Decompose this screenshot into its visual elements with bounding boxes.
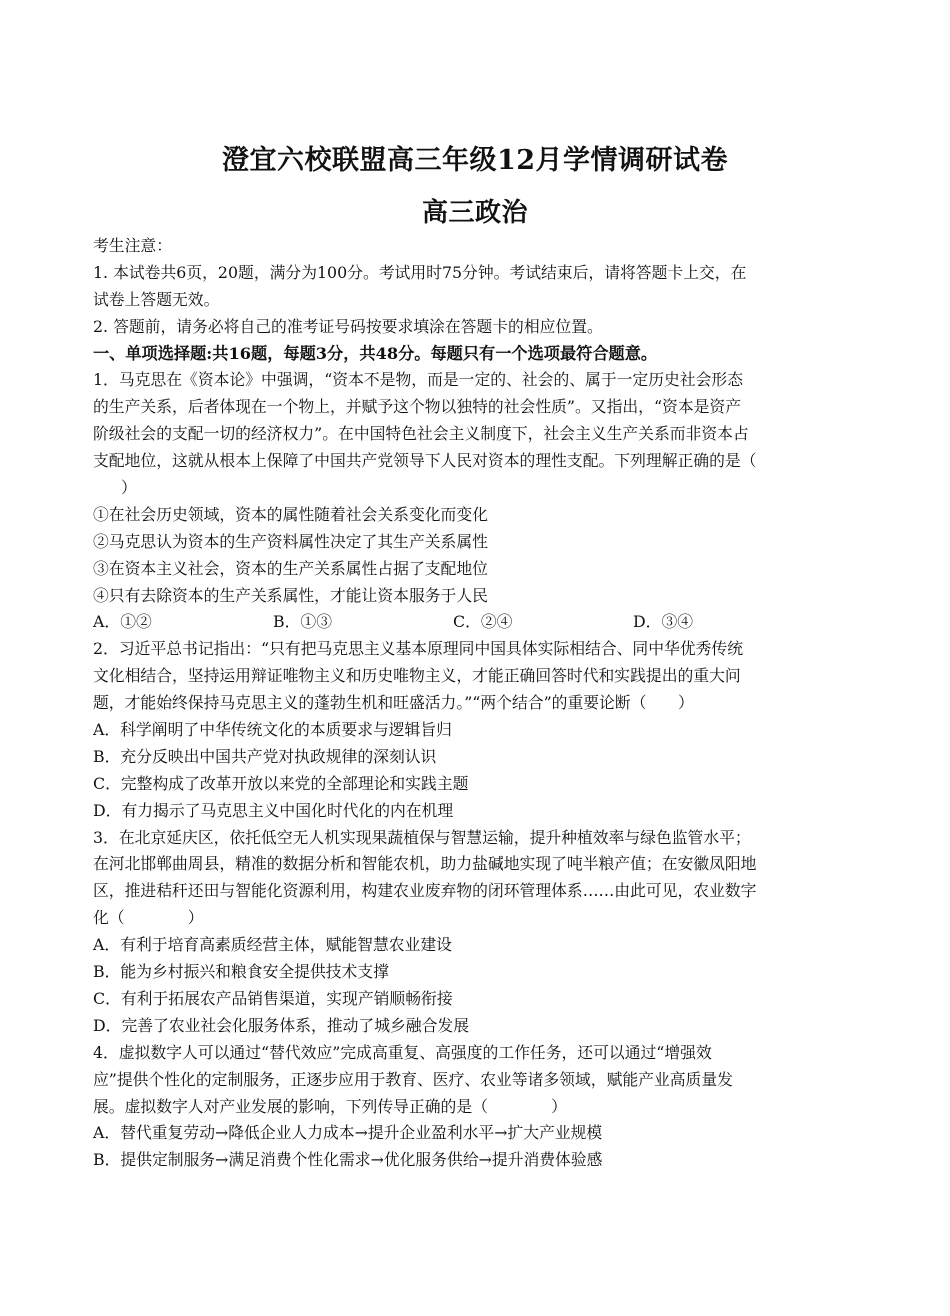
question-1 — [93, 367, 859, 636]
question-stem-line: 的生产关系，后者体现在一个物上，并赋予这个物以独特的社会性质”。又指出，“资本是资产 — [93, 397, 742, 417]
question-stem-line: 阶级社会的支配一切的经济权力”。在中国特色社会主义制度下，社会主义生产关系而非资本占 — [93, 424, 749, 444]
options-row — [93, 609, 859, 636]
option-c: C．②④ — [453, 612, 513, 632]
question-stem-line: 化（ ） — [93, 908, 204, 928]
notice-heading: 考生注意： — [93, 236, 172, 255]
notice-line: 试卷上答题无效。 — [93, 289, 220, 309]
question-stem-line: 在河北邯郸曲周县，精准的数据分析和智能农机，助力盐碱地实现了吨半粮产值；在安徽凤阳地 — [93, 854, 757, 874]
option-b: B．①③ — [273, 612, 332, 632]
question-stem-line: 文化相结合，坚持运用辩证唯物主义和历史唯物主义，才能正确回答时代和实践提出的重大问 — [93, 666, 741, 686]
notice-line: 1. 本试卷共6页，20题，满分为100分。考试用时75分钟。考试结束后，请将答题卡上交，在 — [93, 262, 747, 282]
option-d: D．有力揭示了马克思主义中国化时代化的内在机理 — [93, 800, 454, 820]
exam-content — [93, 233, 859, 1174]
statement-item: ①在社会历史领域，资本的属性随着社会关系变化而变化 — [93, 504, 488, 524]
exam-title: 澄宜六校联盟高三年级12月学情调研试卷 — [221, 145, 729, 176]
question-stem-line: 应”提供个性化的定制服务，正逐步应用于教育、医疗、农业等诸多领域，赋能产业高质量发 — [93, 1069, 733, 1089]
statement-item: ④只有去除资本的生产关系属性，才能让资本服务于人民 — [93, 585, 488, 605]
question-stem-line: 3．在北京延庆区，依托低空无人机实现果蔬植保与智慧运输，提升种植效率与绿色监管水平； — [93, 827, 751, 847]
question-3 — [93, 825, 859, 1040]
question-stem-line: 1．马克思在《资本论》中强调，“资本不是物，而是一定的、社会的、属于一定历史社会形态 — [93, 370, 744, 390]
option-a: A．替代重复劳动→降低企业人力成本→提升企业盈利水平→扩大产业规模 — [93, 1123, 603, 1143]
question-stem-line: 题，才能始终保持马克思主义的蓬勃生机和旺盛活力。”“两个结合”的重要论断（ ） — [93, 693, 694, 713]
question-stem-line: 展。虚拟数字人对产业发展的影响，下列传导正确的是（ ） — [93, 1096, 567, 1116]
question-stem-line: 2．习近平总书记指出：“只有把马克思主义基本原理同中国具体实际相结合、同中华优秀传统 — [93, 639, 744, 659]
option-a: A．①② — [93, 612, 152, 632]
question-stem-line: 区，推进秸秆还田与智能化资源利用，构建农业废弃物的闭环管理体系……由此可见，农业数字 — [93, 881, 757, 901]
option-d: D．完善了农业社会化服务体系，推动了城乡融合发展 — [93, 1015, 469, 1035]
option-c: C．完整构成了改革开放以来党的全部理论和实践主题 — [93, 773, 469, 793]
option-c: C．有利于拓展农产品销售渠道，实现产销顺畅衔接 — [93, 988, 453, 1008]
statement-item: ③在资本主义社会，资本的生产关系属性占据了支配地位 — [93, 558, 488, 578]
option-b: B．充分反映出中国共产党对执政规律的深刻认识 — [93, 746, 437, 766]
notice-line: 2. 答题前，请务必将自己的准考证号码按要求填涂在答题卡的相应位置。 — [93, 316, 603, 336]
option-a: A．科学阐明了中华传统文化的本质要求与逻辑旨归 — [93, 720, 452, 740]
question-stem-line: 支配地位，这就从根本上保障了中国共产党领导下人民对资本的理性支配。下列理解正确的是（ — [93, 451, 757, 471]
question-stem-line: ） — [121, 478, 137, 498]
option-a: A．有利于培育高素质经营主体，赋能智慧农业建设 — [93, 935, 452, 955]
option-b: B．提供定制服务→满足消费个性化需求→优化服务供给→提升消费体验感 — [93, 1150, 603, 1170]
option-b: B．能为乡村振兴和粮食安全提供技术支撑 — [93, 962, 389, 982]
question-4 — [93, 1040, 859, 1174]
exam-subtitle: 高三政治 — [421, 198, 528, 228]
option-d: D．③④ — [633, 612, 694, 632]
question-stem-line: 4．虚拟数字人可以通过“替代效应”完成高重复、高强度的工作任务，还可以通过“增强效 — [93, 1042, 712, 1062]
section-heading: 一、单项选择题:共16题，每题3分，共48分。每题只有一个选项最符合题意。 — [93, 343, 658, 363]
question-2 — [93, 636, 859, 824]
statement-item: ②马克思认为资本的生产资料属性决定了其生产关系属性 — [93, 531, 488, 551]
